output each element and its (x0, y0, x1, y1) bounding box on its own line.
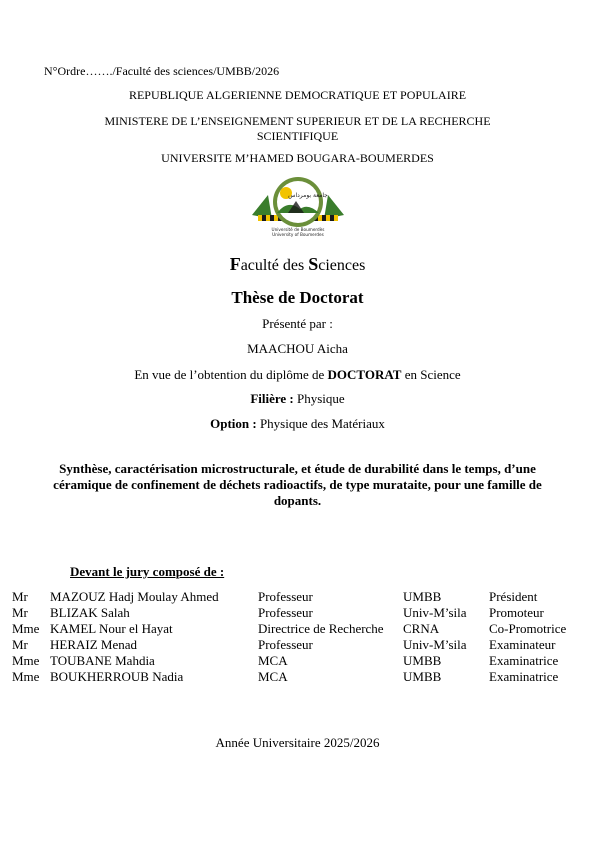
option-label: Option : (210, 416, 257, 431)
jury-row (12, 605, 579, 621)
jury-member-name: HERAIZ Menad (50, 637, 138, 652)
jury-member-institution: UMBB (403, 589, 442, 604)
thesis-title: Synthèse, caractérisation microstructurale, et étude de durabilité dans le temps, d’une céramique de confinement de déchets radioactifs, de type murataite, pour une famille de dopants. (53, 461, 542, 508)
jury-member-title: Mr (12, 637, 28, 652)
faculty-rest-2: ciences (318, 257, 366, 274)
logo-caption-line2: University of Boumerdes (272, 232, 324, 237)
order-number: N°Ordre……./Faculté des sciences/UMBB/2026 (44, 64, 280, 78)
jury-member-title: Mr (12, 589, 28, 604)
logo-caption-line1: Université de Boumerdès (271, 227, 325, 232)
degree-line (0, 367, 595, 383)
university-logo (248, 175, 348, 241)
jury-row (12, 637, 579, 653)
jury-member-title: Mme (12, 653, 40, 668)
jury-heading: Devant le jury composé de : (70, 564, 225, 579)
jury-member-role: Co-Promotrice (489, 621, 567, 636)
jury-member-title: Mme (12, 621, 40, 636)
jury-member-title: Mr (12, 605, 28, 620)
option-value: Physique des Matériaux (256, 416, 385, 431)
jury-row (12, 589, 579, 605)
jury-member-grade: Professeur (258, 637, 313, 652)
faculty-name (0, 254, 595, 275)
thesis-type: Thèse de Doctorat (231, 288, 364, 307)
degree-prefix: En vue de l’obtention du diplôme de (134, 367, 328, 382)
ministry-heading-line1: MINISTERE DE L’ENSEIGNEMENT SUPERIEUR ET DE LA RECHERCHE (104, 114, 491, 128)
faculty-initial-f: F (229, 254, 241, 274)
filiere-label: Filière : (250, 391, 294, 406)
filiere-value: Physique (293, 391, 345, 406)
logo-arabic-text: جامعة بومرداس (288, 192, 328, 199)
jury-row (12, 653, 579, 669)
jury-member-grade: Professeur (258, 605, 313, 620)
jury-member-role: Promoteur (489, 605, 544, 620)
jury-member-institution: Univ-M’sila (403, 605, 467, 620)
jury-member-role: Examinatrice (489, 669, 559, 684)
jury-table (12, 589, 579, 685)
jury-member-institution: UMBB (403, 653, 442, 668)
jury-row (12, 669, 579, 685)
presented-by-label: Présenté par : (262, 316, 333, 331)
jury-member-name: TOUBANE Mahdia (50, 653, 155, 668)
jury-member-role: Examinatrice (489, 653, 559, 668)
jury-member-institution: Univ-M’sila (403, 637, 467, 652)
option-line (0, 416, 595, 432)
jury-member-name: BLIZAK Salah (50, 605, 130, 620)
faculty-initial-s: S (308, 254, 319, 274)
filiere-line (0, 391, 595, 407)
jury-row (12, 621, 579, 637)
jury-member-institution: CRNA (403, 621, 440, 636)
jury-member-name: BOUKHERROUB Nadia (50, 669, 184, 684)
faculty-rest-1: aculté des (240, 257, 309, 274)
academic-year: Année Universitaire 2025/2026 (215, 735, 380, 750)
degree-bold: DOCTORAT (327, 367, 402, 382)
logo-inner-disc (277, 181, 319, 223)
jury-member-grade: Professeur (258, 589, 313, 604)
jury-member-name: KAMEL Nour el Hayat (50, 621, 173, 636)
university-heading: UNIVERSITE M’HAMED BOUGARA-BOUMERDES (161, 151, 434, 165)
jury-member-title: Mme (12, 669, 40, 684)
jury-member-name: MAZOUZ Hadj Moulay Ahmed (50, 589, 219, 604)
jury-member-grade: MCA (258, 653, 288, 668)
republic-heading: REPUBLIQUE ALGERIENNE DEMOCRATIQUE ET POPULAIRE (128, 88, 467, 102)
ministry-heading-line2: SCIENTIFIQUE (256, 129, 339, 143)
author-name: MAACHOU Aicha (247, 341, 348, 356)
jury-member-grade: Directrice de Recherche (258, 621, 384, 636)
jury-member-grade: MCA (258, 669, 288, 684)
jury-member-institution: UMBB (403, 669, 442, 684)
jury-member-role: Examinateur (489, 637, 556, 652)
degree-suffix: en Science (401, 367, 461, 382)
jury-member-role: Président (489, 589, 538, 604)
